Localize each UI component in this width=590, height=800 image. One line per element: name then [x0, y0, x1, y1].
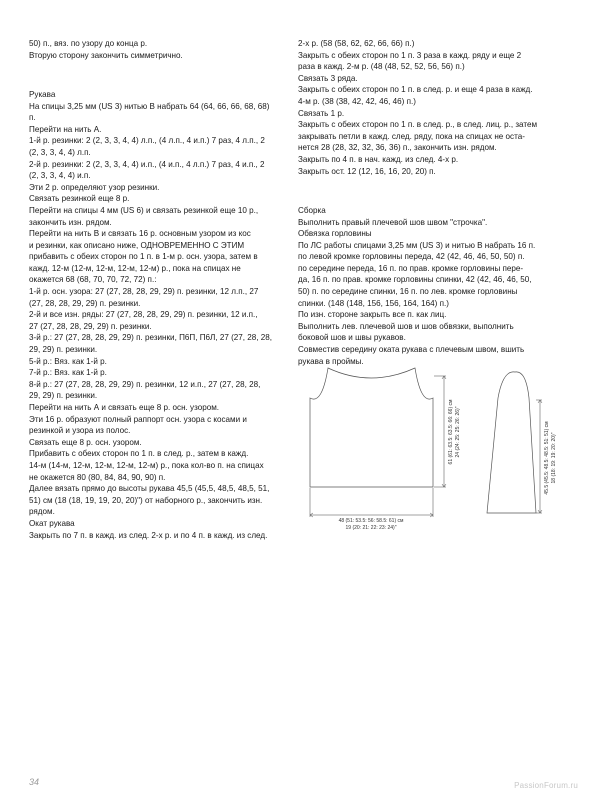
- text-line: По изн. стороне закрыть все п. как лиц.: [298, 310, 447, 320]
- text-line: Прибавить с обеих сторон по 1 п. в след. р., затем в кажд.: [29, 449, 249, 459]
- text-line: окажется 68 (68, 70, 70, 72, 72) п.:: [29, 275, 157, 285]
- text-line: 50) п. по середине спинки, 16 п. по лев. кромке горловины: [298, 287, 518, 297]
- watermark: PassionForum.ru: [514, 781, 578, 790]
- text-line: 1-й р. резинки: 2 (2, 3, 3, 4, 4) л.п., (4 л.п., 4 и.п.) 7 раз, 4 л.п., 2: [29, 136, 265, 146]
- text-line: резинкой и узора из полос.: [29, 426, 131, 436]
- text-line: Закрыть по 7 п. в кажд. из след. 2-х р. и по 4 п. в кажд. из след.: [29, 530, 268, 540]
- text-line: 1-й р. осн. узора: 27 (27, 28, 28, 29, 29) п. резинки, 12 л.п., 27: [29, 287, 259, 297]
- text-line: Далее вязать прямо до высоты рукава 45,5 (45,5, 48,5, 48,5, 51,: [29, 484, 270, 494]
- text-line: 7-й р.: Вяз. как 1-й р.: [29, 368, 107, 378]
- text-line: Рукава: [29, 89, 56, 99]
- text-line: Сборка: [298, 205, 326, 215]
- text-line: 51) см (18 (18, 19, 19, 20, 20)") от наборного р., закончить изн.: [29, 495, 263, 505]
- text-line: рядом.: [29, 507, 55, 517]
- text-line: Связать 1 р.: [298, 108, 345, 118]
- text-line: 2-й р. резинки: 2 (2, 3, 3, 4, 4) и.п., (4 и.п., 4 л.п.) 7 раз, 4 и.п., 2: [29, 159, 265, 169]
- text-line: Перейти на нить А и связать еще 8 р. осн. узором.: [29, 403, 220, 412]
- body-piece-outline: [310, 368, 433, 487]
- text-line: боковой шов и швы рукавов.: [298, 333, 406, 343]
- text-line: Перейти на нить А.: [29, 124, 102, 134]
- text-line: 29, 29) п. резинки.: [29, 391, 98, 401]
- body-width-label-cm: 48 (51: 53.5: 56: 58.5: 61) см: [338, 518, 404, 524]
- text-line: 4-м р. (38 (38, 42, 42, 46, 46) п.): [298, 96, 416, 106]
- text-line: Окат рукава: [29, 518, 75, 528]
- text-line: 29, 29) п. резинки.: [29, 345, 98, 355]
- text-line: Эти 16 р. образуют полный раппорт осн. узора с косами и: [29, 414, 247, 424]
- text-line: Выполнить лев. плечевой шов и шов обвязки, выполнить: [298, 321, 514, 331]
- text-line: Связать 3 ряда.: [298, 73, 358, 83]
- text-line: Эти 2 р. определяют узор резинки.: [29, 182, 160, 192]
- text-line: Обвязка горловины: [298, 229, 372, 239]
- text-line: Закрыть с обеих сторон по 1 п. в след. р. и еще 4 раза в кажд.: [298, 85, 533, 95]
- text-line: 2-х р. (58 (58, 62, 62, 66, 66) п.): [298, 39, 415, 48]
- text-line: 3-й р.: 27 (27, 28, 28, 29, 29) п. резинки, П6П, П6Л, 27 (27, 28, 28,: [29, 333, 273, 343]
- text-line: (27, 28, 28, 29, 29) п. резинки.: [29, 298, 141, 308]
- text-line: Вторую сторону закончить симметрично.: [29, 50, 183, 60]
- text-line: Закрыть с обеих сторон по 1 п. 3 раза в кажд. ряду и еще 2: [298, 50, 522, 60]
- text-line: закрывать петли в кажд. след. ряду, пока на спицах не оста-: [298, 131, 525, 141]
- sleeve-length-label-cm: 45.5 (45.5: 48.5: 48.5: 51: 51) см: [544, 421, 550, 495]
- text-line: 8-й р.: 27 (27, 28, 28, 29, 29) п. резинки, 12 и.п., 27 (27, 28, 28,: [29, 379, 261, 389]
- text-line: Закрыть с обеих сторон по 1 п. в след. р., в след. лиц. р., затем: [298, 120, 538, 130]
- text-line: 2-й и все изн. ряды: 27 (27, 28, 28, 29, 29) п. резинки, 12 и.п.,: [29, 310, 258, 320]
- text-line: Закрыть по 4 п. в нач. кажд. из след. 4-х р.: [298, 154, 459, 164]
- text-line: Перейти на нить В и связать 16 р. основным узором из кос: [29, 229, 251, 239]
- text-line: Совместив середину оката рукава с плечевым швом, вшить: [298, 345, 525, 355]
- page-number: 34: [29, 777, 40, 787]
- text-line: 50) п., вяз. по узору до конца р.: [29, 39, 148, 48]
- text-line: 14-м (14-м, 12-м, 12-м, 12-м, 12-м) р., пока кол-во п. на спицах: [29, 460, 264, 470]
- body-height-dimension: [434, 376, 446, 487]
- text-line: да, 16 п. по прав. кромке горловины спинки, 42 (42, 46, 46, 50,: [298, 275, 532, 285]
- text-line: нется 28 (28, 32, 32, 36, 36) п., закончить изн. рядом.: [298, 143, 497, 153]
- text-line: п.: [29, 113, 36, 123]
- text-line: 27 (27, 28, 28, 29, 29) п. резинки.: [29, 321, 152, 331]
- text-line: прибавить с обеих сторон по 1 п. в 1-м р. осн. узора, затем в: [29, 252, 258, 262]
- body-height-label-cm: 61 (61: 63.5: 63.5: 66: 66) см: [448, 399, 454, 465]
- text-line: не окажется 80 (80, 84, 84, 90, 90) п.: [29, 472, 166, 482]
- text-line: кажд. 12-м (12-м, 12-м, 12-м, 12-м) р., пока на спицах не: [29, 263, 241, 273]
- text-line: раза в кажд. 2-м р. (48 (48, 52, 52, 56, 56) п.): [298, 62, 465, 72]
- sleeve-length-label-in: 18 (18: 19: 19: 20: 20)": [551, 432, 557, 484]
- text-line: (2, 3, 3, 4, 4) и.п.: [29, 171, 91, 181]
- text-line: Перейти на спицы 4 мм (US 6) и связать резинкой еще 10 р.,: [29, 205, 259, 215]
- sleeve-piece-outline: [487, 372, 536, 513]
- body-width-label-in: 19 (20: 21: 22: 23: 24)": [345, 525, 397, 531]
- text-line: По ЛС работы спицами 3,25 мм (US 3) и нитью В набрать 16 п.: [298, 240, 536, 250]
- text-line: спинки. (148 (148, 156, 156, 164, 164) п.): [298, 298, 449, 308]
- body-width-dimension: [310, 488, 433, 517]
- text-line: по левой кромке горловины переда, 42 (42, 46, 46, 50, 50) п.: [298, 252, 525, 262]
- text-line: На спицы 3,25 мм (US 3) нитью В набрать 64 (64, 66, 66, 68, 68): [29, 101, 270, 111]
- text-line: и резинки, как описано ниже, ОДНОВРЕМЕННО С ЭТИМ: [29, 240, 245, 250]
- text-line: рукава в проймы.: [298, 356, 364, 366]
- sleeve-length-dimension: [536, 400, 542, 513]
- text-line: Закрыть ост. 12 (12, 16, 16, 20, 20) п.: [298, 166, 436, 176]
- text-line: Связать резинкой еще 8 р.: [29, 194, 130, 204]
- text-line: Связать еще 8 р. осн. узором.: [29, 437, 142, 447]
- text-line: Выполнить правый плечевой шов швом "строчка".: [298, 217, 488, 227]
- text-line: по середине переда, 16 п. по прав. кромке горловины пере-: [298, 263, 524, 273]
- text-line: (2, 3, 3, 4, 4) л.п.: [29, 147, 91, 157]
- text-line: закончить изн. рядом.: [29, 217, 112, 227]
- text-line: 5-й р.: Вяз. как 1-й р.: [29, 356, 107, 366]
- body-height-label-in: 24 (24: 25: 25: 26: 26)": [455, 406, 461, 458]
